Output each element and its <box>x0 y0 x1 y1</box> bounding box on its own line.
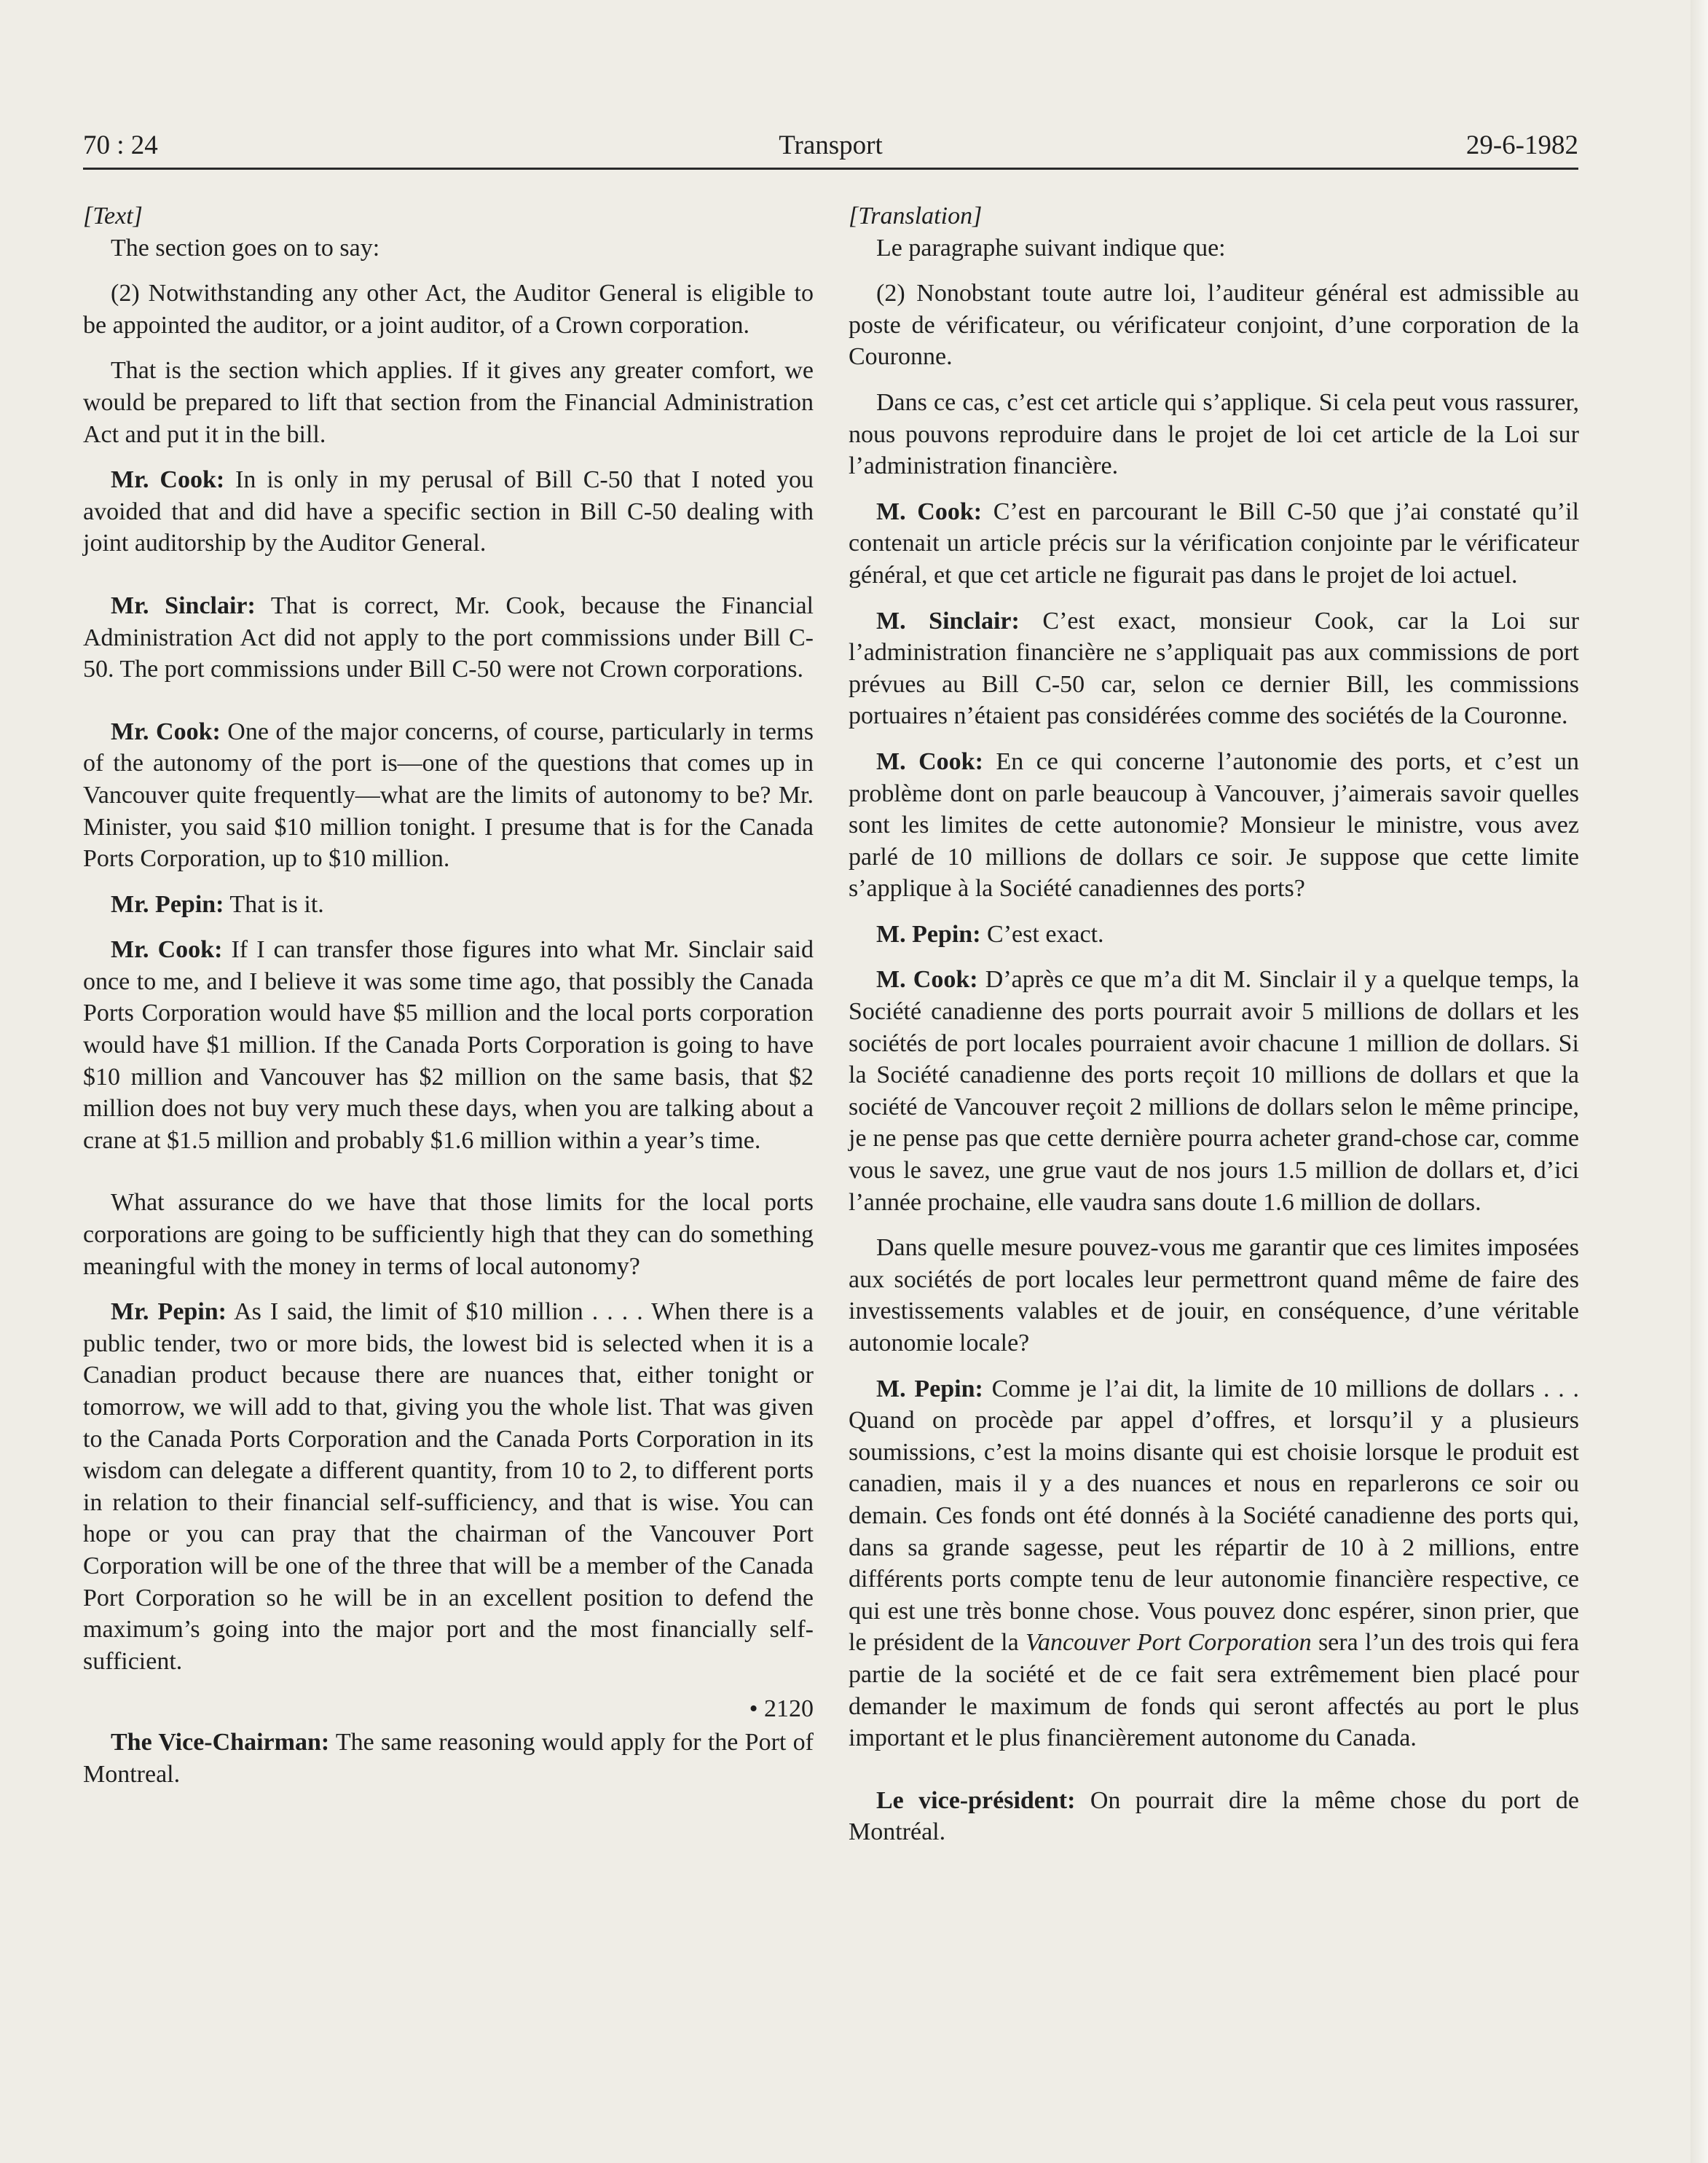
speech <box>83 889 814 921</box>
page-title: Transport <box>779 130 883 160</box>
speech-text: D’après ce que m’a dit M. Sinclair il y a quelque temps, la Société canadienne des ports pourrait avoir 5 millions de dollars et les sociétés de port locales pourraient avoir chacune 1 million de dollars. Si la Société canadienne des ports reçoit 10 millions de dollars et que la société de Vancouver reçoit 2 millions de dollars selon le même principe, je ne pense pas que cette dernière pourra acheter grand-chose car, comme vous le savez, une grue vaut de nos jours 1.5 million de dollars et, d’ici l’année prochaine, elle vaudra sans doute 1.6 million de dollars. <box>849 966 1579 1216</box>
speech-text: C’est en parcourant le Bill C-50 que j’ai constaté qu’il contenait un article précis sur la vérification conjointe par le vérificateur général, et que cet article ne figurait pas dans le projet de loi actuel. <box>849 498 1579 589</box>
speech-text: On pourrait dire la même chose du port de Montréal. <box>849 1786 1579 1846</box>
speaker-name: Le vice-président: <box>876 1786 1076 1814</box>
speech-text: As I said, the limit of $10 million . . . . When there is a public tender, two or more bids, the lowest bid is selected when it is a Canadian product because there are nuances that, either tonight or tomorrow, we will add to that, giving you the whole list. That was given to the Canada Ports Corporation and the Canada Ports Corporation in its wisdom can delegate a different quantity, from 10 to 2, to different ports in relation to their financial self-sufficiency, and that is wise. You can hope or you can pray that the chairman of the Vancouver Port Corporation will be one of the three that will be a member of the Canada Port Corporation so he will be in an excellent position to defend the maximum’s going into the major port and the most financially self-sufficient. <box>83 1298 814 1675</box>
page-edge <box>1691 0 1708 2163</box>
paragraph: Dans ce cas, c’est cet article qui s’applique. Si cela peut vous rassurer, nous pouvons reproduire dans le projet de loi cet article de la Loi sur l’administration financière. <box>849 388 1579 480</box>
speech <box>83 590 814 686</box>
translation-tag: [Translation] <box>849 203 983 229</box>
speech <box>849 746 1579 905</box>
page-date: 29-6-1982 <box>1465 130 1578 160</box>
speech <box>849 1373 1579 1754</box>
speaker-name: The Vice-Chairman: <box>111 1728 330 1756</box>
speaker-name: Mr. Pepin: <box>111 890 224 918</box>
speaker-name: M. Pepin: <box>876 1375 983 1402</box>
speech-text: That is correct, Mr. Cook, because the Financial Administration Act did not apply to the port commissions under Bill C-50. The port commissions under Bill C-50 were not Crown corporations. <box>83 592 814 683</box>
french-column <box>849 200 1579 1848</box>
speech-text: C’est exact, monsieur Cook, car la Loi sur l’administration financière ne s’appliquait pas aux commissions de port prévues au Bill C-50 car, selon ce dernier Bill, les commissions portuaires n’étaient pas considérées comme des sociétés de la Couronne. <box>849 607 1579 730</box>
paragraph: Dans quelle mesure pouvez-vous me garantir que ces limites imposées aux sociétés de port locales leur permettront quand même de faire des investissements valables et de jouir, en conséquence, d’une véritable autonomie locale? <box>849 1234 1579 1357</box>
time-marker: • 2120 <box>749 1695 814 1723</box>
speech-text: Comme je l’ai dit, la limite de 10 millions de dollars . . . Quand on procède par appel d’offres, et lorsqu’il y a plusieurs soumissions, c’est la moins disante qui est choisie lorsque le produit est canadien, mais il y a des nuances et nous en reparlerons ce soir ou demain. Ces fonds ont été donnés à la Société canadienne des ports qui, dans sa grande sagesse, peut les répartir de 10 à 2 millions, entre différents ports compte tenu de leur autonomie financière respective, ce qui est une très bonne chose. Vous pouvez donc espérer, sinon prier, que le président de la <box>849 1375 1579 1657</box>
speech-text: One of the major concerns, of course, particularly in terms of the autonomy of the port is—one of the questions that comes up in Vancouver quite frequently—what are the limits of autonomy to be? Mr. Minister, you said $10 million tonight. I presume that is for the Canada Ports Corporation, up to $10 million. <box>83 718 814 873</box>
paragraph: The section goes on to say: <box>111 234 380 262</box>
speech <box>83 716 814 875</box>
speech-text: If I can transfer those figures into what Mr. Sinclair said once to me, and I believe it was some time ago, that possibly the Canada Ports Corporation would have $5 million and the local ports corporation would have $1 million. If the Canada Ports Corporation is going to have $10 million and Vancouver has $2 million on the same basis, that $2 million does not buy very much these days, when you are talking about a crane at $1.5 million and probably $1.6 million within a year’s time. <box>83 936 814 1154</box>
speech-text: En ce qui concerne l’autonomie des ports, et c’est un problème dont on parle beaucoup à Vancouver, j’aimerais savoir quelles sont les limites de cette autonomie? Monsieur le ministre, vous avez parlé de 10 millions de dollars ce soir. Je suppose que cette limite s’applique à la Société canadiennes des ports? <box>849 747 1579 903</box>
page-number: 70 : 24 <box>83 130 158 160</box>
speech-text: The same reasoning would apply for the Port of Montreal. <box>83 1728 814 1788</box>
speech-text: In is only in my perusal of Bill C-50 that I noted you avoided that and did have a specific section in Bill C-50 dealing with joint auditorship by the Auditor General. <box>83 466 814 557</box>
speaker-name: Mr. Cook: <box>111 936 223 964</box>
speaker-name: M. Sinclair: <box>876 607 1020 635</box>
speaker-name: M. Cook: <box>876 966 978 994</box>
speaker-name: Mr. Sinclair: <box>111 592 256 619</box>
text-tag: [Text] <box>83 203 143 229</box>
page-header <box>83 128 1578 169</box>
speech <box>849 605 1579 732</box>
speaker-name: M. Cook: <box>876 747 983 775</box>
english-column <box>83 200 814 1790</box>
header-rule <box>83 168 1578 170</box>
speech <box>849 496 1579 592</box>
speech <box>849 964 1579 1218</box>
speech <box>849 919 1579 951</box>
speaker-name: Mr. Cook: <box>111 718 221 745</box>
quoted-section: (2) Notwithstanding any other Act, the Auditor General is eligible to be appointed the auditor, or a joint auditor, of a Crown corporation. <box>83 280 814 339</box>
speech <box>83 1296 814 1677</box>
speaker-name: Mr. Pepin: <box>111 1298 227 1326</box>
speech-text: C’est exact. <box>980 920 1104 948</box>
paragraph: What assurance do we have that those limits for the local ports corporations are going to be sufficiently high that they can do something meaningful with the money in terms of local autonomy? <box>83 1189 814 1280</box>
speech-text: sera l’un des trois qui fera partie de la société et de ce fait sera extrêmement bien placé pour demander le maximum de fonds qui seront affectés au port le plus important et le plus financièrement autonome du Canada. <box>849 1629 1580 1752</box>
speaker-name: M. Pepin: <box>876 920 981 948</box>
speech <box>83 1727 814 1790</box>
speaker-name: Mr. Cook: <box>111 466 225 494</box>
paragraph: Le paragraphe suivant indique que: <box>876 234 1226 262</box>
paragraph: That is the section which applies. If it gives any greater comfort, we would be prepared to lift that section from the Financial Administration Act and put it in the bill. <box>83 357 814 448</box>
speaker-name: M. Cook: <box>876 498 983 525</box>
quoted-section: (2) Nonobstant toute autre loi, l’auditeur général est admissible au poste de vérificateur, ou vérificateur conjoint, d’une corporation de la Couronne. <box>849 280 1579 371</box>
speech-text: That is it. <box>224 890 324 918</box>
speech <box>83 934 814 1156</box>
speech <box>83 464 814 560</box>
speech-text-italic: Vancouver Port Corporation <box>1026 1629 1312 1657</box>
speech <box>849 1785 1579 1848</box>
